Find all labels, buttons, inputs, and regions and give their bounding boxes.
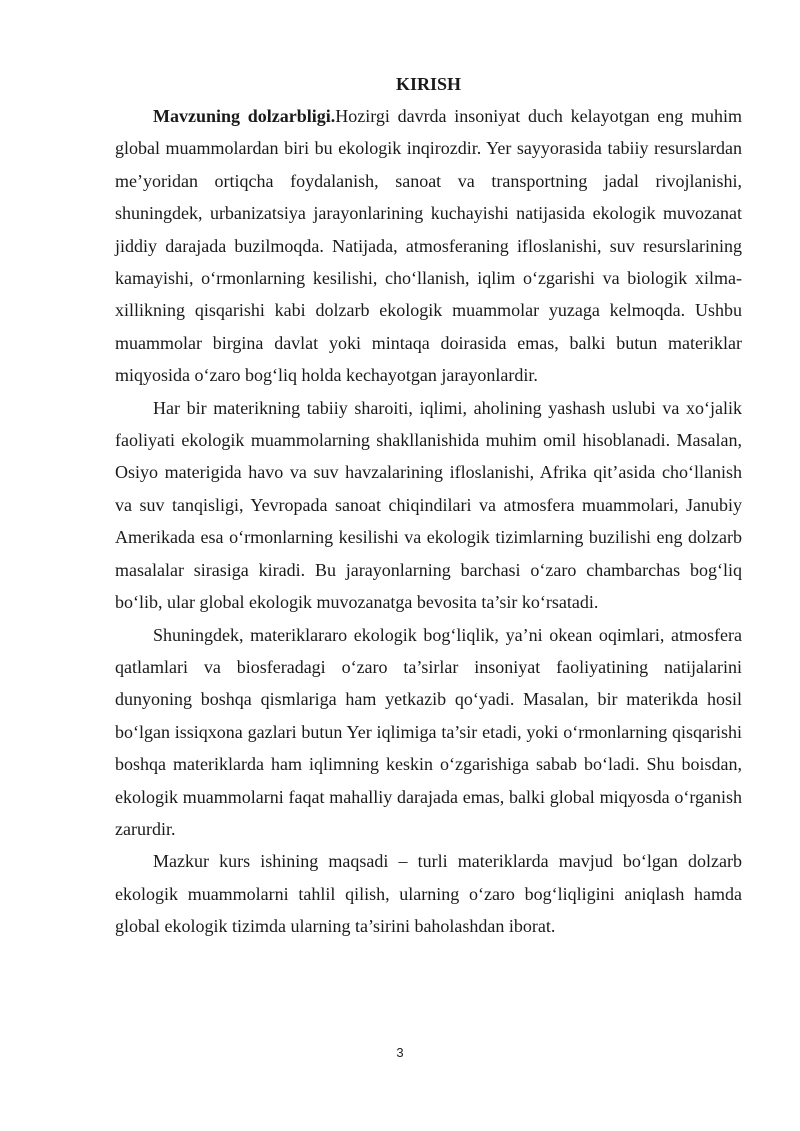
paragraph-text: Hozirgi davrda insoniyat duch kelayotgan eng muhim global muammolardan biri bu ekologik inqirozdir. Yer sayyorasida tabiiy resurslardan me’yoridan ortiqcha foydalanish, sanoat va transportning jadal rivojlanishi, shuningdek, urbanizatsiya jarayonlarining kuchayishi natijasida ekologik muvozanat jiddiy darajada buzilmoqda. Natijada, atmosferaning ifloslanishi, suv resurslarining kamayishi, o‘rmonlarning kesilishi, cho‘llanish, iqlim o‘zgarishi va biologik xilma-xillikning qisqarishi kabi dolzarb ekologik muammolar yuzaga kelmoqda. Ushbu muammolar birgina davlat yoki mintaqa doirasida emas, balki butun materiklar miqyosida o‘zaro bog‘liq holda kechayotgan jarayonlardir. — [115, 106, 742, 386]
page-number: 3 — [396, 1045, 404, 1060]
paragraph-interdependence: Shuningdek, materiklararo ekologik bog‘liqlik, ya’ni okean oqimlari, atmosfera qatlamlari va biosferadagi o‘zaro ta’sirlar insoniyat faoliyatining natijalarini dunyoning boshqa qismlariga ham yetkazib qo‘yadi. Masalan, bir materikda hosil bo‘lgan issiqxona gazlari butun Yer iqlimiga ta’sir etadi, yoki o‘rmonlarning qisqarishi boshqa materiklarda ham iqlimning keskin o‘zgarishiga sabab bo‘ladi. Shu boisdan, ekologik muammolarni faqat mahalliy darajada emas, balki global miqyosda o‘rganish zarurdir. — [115, 624, 742, 839]
paragraph-lead: Mavzuning dolzarbligi. — [153, 106, 336, 126]
document-page — [115, 72, 742, 943]
paragraph-relevance — [115, 100, 742, 392]
section-heading: KIRISH — [395, 74, 462, 94]
paragraph-continents: Har bir materikning tabiiy sharoiti, iqlimi, aholining yashash uslubi va xo‘jalik faoliyati ekologik muammolarning shakllanishida muhim omil hisoblanadi. Masalan, Osiyo materigida havo va suv havzalarining ifloslanishi, Afrika qit’asida cho‘llanish va suv tanqisligi, Yevropada sanoat chiqindilari va atmosfera muammolari, Janubiy Amerikada esa o‘rmonlarning kesilishi va ekologik tizimlarning buzilishi eng dolzarb masalalar sirasiga kiradi. Bu jarayonlarning barchasi o‘zaro chambarchas bog‘liq bo‘lib, ular global ekologik muvozanatga bevosita ta’sir ko‘rsatadi. — [115, 397, 742, 613]
paragraph-goal: Mazkur kurs ishining maqsadi – turli materiklarda mavjud bo‘lgan dolzarb ekologik muammolarni tahlil qilish, ularning o‘zaro bog‘liqligini aniqlash hamda global ekologik tizimda ularning ta’sirini baholashdan iborat. — [115, 851, 742, 937]
